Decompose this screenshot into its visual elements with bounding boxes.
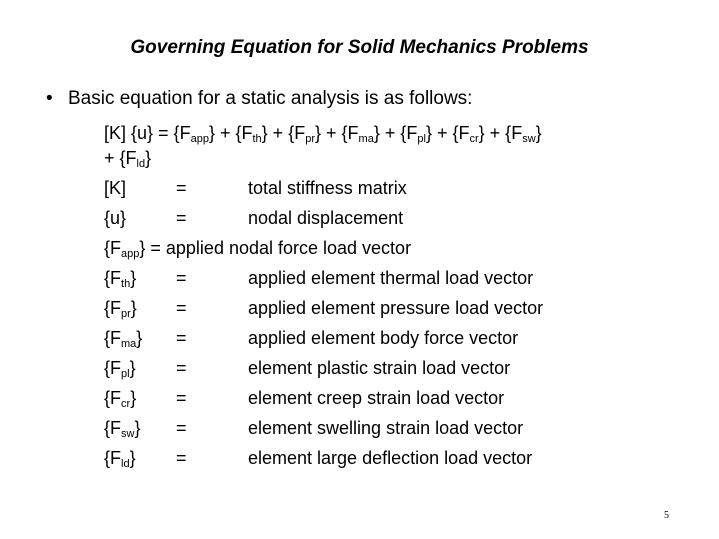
symbol-text: {F [104, 358, 122, 378]
equation-text: } + {F [478, 123, 523, 143]
definition-symbol [104, 176, 126, 200]
equation-line-2 [104, 147, 151, 169]
equation-text: + {F [104, 148, 137, 168]
symbol-text: [K] [104, 178, 127, 198]
definition-equals: = [176, 388, 187, 408]
equation-subscript: sw [522, 133, 536, 145]
equation-subscript: app [190, 133, 209, 145]
equation-text: } [535, 123, 542, 143]
definition-equals: = [176, 208, 187, 228]
bullet-dot-icon: • [46, 88, 53, 109]
definition-equals: = [176, 448, 187, 468]
equation-text: } + {F [208, 123, 253, 143]
bullet-item [46, 87, 472, 111]
equation-subscript: pr [305, 133, 315, 145]
definition-description: total stiffness matrix [248, 178, 407, 198]
definition-symbol [104, 296, 137, 320]
definition-description: element large deflection load vector [248, 448, 533, 468]
equation-subscript: ma [358, 133, 374, 145]
symbol-subscript: cr [121, 398, 131, 410]
symbol-subscript: sw [121, 428, 135, 440]
symbol-subscript: pl [121, 368, 130, 380]
symbol-text: {F [104, 268, 122, 288]
definition-symbol [104, 386, 136, 410]
equation-subscript: ld [136, 158, 146, 170]
symbol-text: } [129, 358, 136, 378]
definition-symbol [104, 266, 136, 290]
definition-symbol [104, 416, 140, 440]
symbol-text: } [139, 238, 146, 258]
definition-equals: = [176, 358, 187, 378]
definition-equals: = [176, 418, 187, 438]
definition-description: element plastic strain load vector [248, 358, 511, 378]
equation-subscript: pl [417, 133, 426, 145]
definition-description: = applied nodal force load vector [145, 238, 412, 258]
definition-symbol [104, 236, 411, 260]
symbol-subscript: ld [121, 458, 130, 470]
definition-description: applied element body force vector [248, 328, 519, 348]
symbol-text: {F [104, 328, 122, 348]
definition-symbol [104, 206, 126, 230]
symbol-text: } [130, 388, 137, 408]
equation-text: } + {F [315, 123, 359, 143]
page-number: 5 [664, 510, 669, 521]
definition-description: applied element pressure load vector [248, 298, 544, 318]
symbol-text: {F [104, 448, 122, 468]
symbol-subscript: pr [121, 308, 131, 320]
equation-subscript: th [252, 133, 262, 145]
slide-title: Governing Equation for Solid Mechanics Problems [130, 37, 589, 58]
symbol-text: } [134, 418, 141, 438]
symbol-text: } [129, 448, 136, 468]
definition-description: nodal displacement [248, 208, 404, 228]
definition-symbol [104, 446, 136, 470]
equation-text: } + {F [425, 123, 470, 143]
definition-equals: = [176, 178, 187, 198]
equation-text: } + {F [373, 123, 418, 143]
symbol-text: {F [104, 238, 122, 258]
symbol-text: } [136, 328, 143, 348]
symbol-text: } [130, 268, 137, 288]
equation-text: } + {F [261, 123, 306, 143]
definition-equals: = [176, 328, 187, 348]
definition-symbol [104, 356, 136, 380]
equation-text: } [145, 148, 152, 168]
symbol-text: } [130, 298, 137, 318]
definition-description: applied element thermal load vector [248, 268, 534, 288]
equation-line-1 [104, 122, 542, 144]
symbol-text: {F [104, 298, 122, 318]
definition-description: element swelling strain load vector [248, 418, 524, 438]
equation-subscript: cr [469, 133, 479, 145]
symbol-subscript: ma [121, 338, 137, 350]
definition-description: element creep strain load vector [248, 388, 505, 408]
definition-equals: = [176, 268, 187, 288]
definition-equals: = [176, 298, 187, 318]
symbol-subscript: th [121, 278, 131, 290]
bullet-text: Basic equation for a static analysis is as follows: [68, 88, 473, 109]
equation-text: [K] {u} = {F [104, 123, 191, 143]
symbol-text: {F [104, 388, 122, 408]
symbol-subscript: app [121, 248, 140, 260]
symbol-text: {F [104, 418, 122, 438]
symbol-text: {u} [104, 208, 127, 228]
definition-symbol [104, 326, 142, 350]
